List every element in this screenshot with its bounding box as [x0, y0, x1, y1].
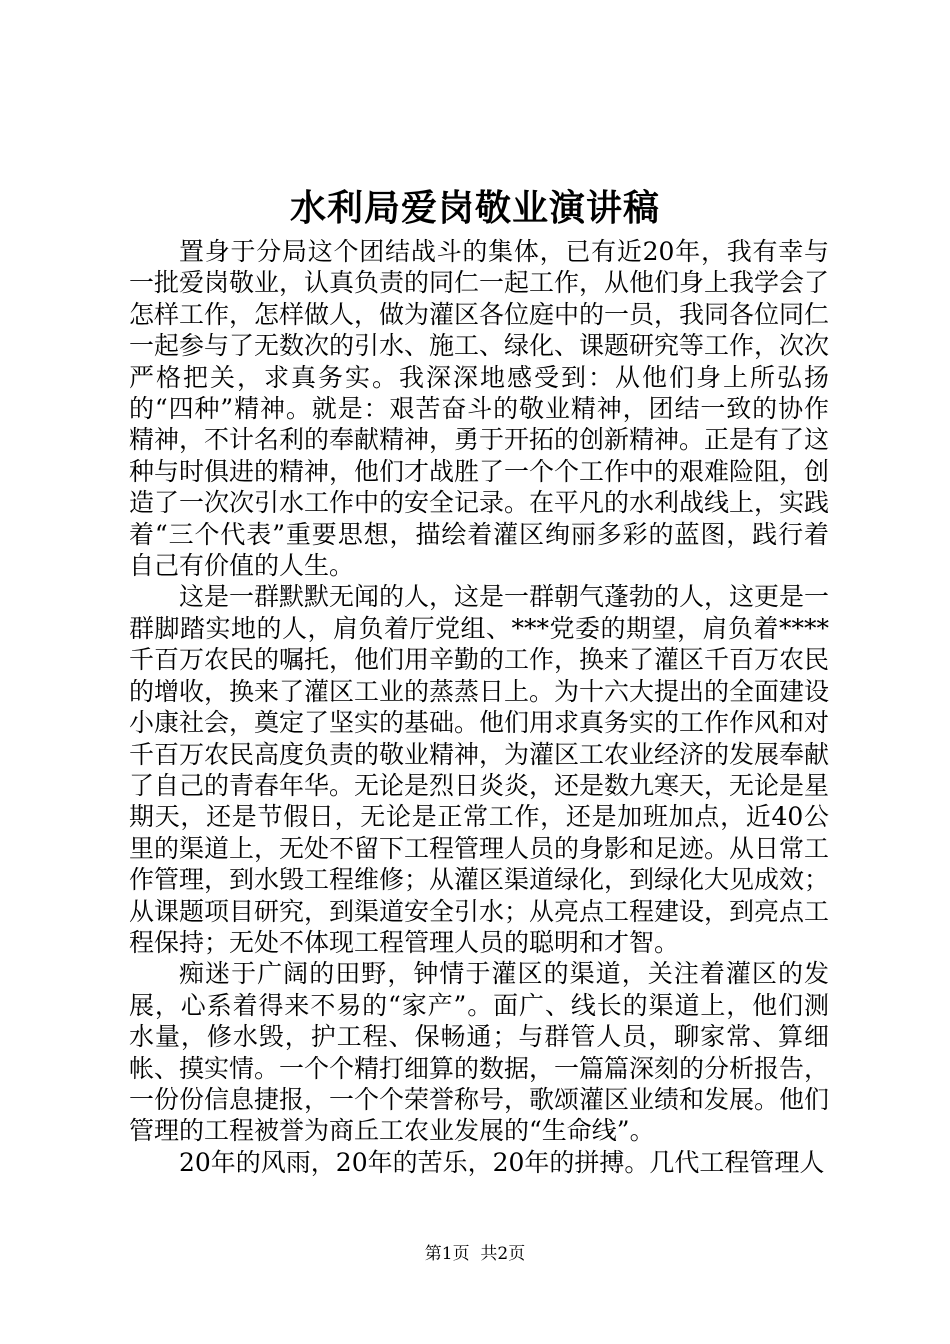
page-total: 共2页 [480, 1244, 526, 1264]
paragraph-3: 痴迷于广阔的田野，钟情于灌区的渠道，关注着灌区的发展，心系着得来不易的“家产”。面广、线长的渠道上，他们测水量，修水毁，护工程、保畅通；与群管人员，聊家常、算细帐、摸实情。一个个精打细算的数据，一篇篇深刻的分析报告，一份份信息捷报，一个个荣誉称号，歌颂灌区业绩和发展。他们管理的工程被誉为商丘工农业发展的“生命线”。 [129, 959, 830, 1146]
footer-spacer [470, 1244, 481, 1264]
document-title: 水利局爱岗敬业演讲稿 [289, 187, 660, 229]
paragraph-4: 20年的风雨，20年的苦乐，20年的拼搏。几代工程管理人 [179, 1147, 825, 1177]
page-number: 第1页 [424, 1244, 470, 1264]
page-footer [0, 1243, 950, 1265]
paragraph-1: 置身于分局这个团结战斗的集体，已有近20年，我有幸与一批爱岗敬业，认真负责的同仁一起工作，从他们身上我学会了怎样工作，怎样做人，做为灌区各位庭中的一员，我同各位同仁一起参与了无数次的引水、施工、绿化、课题研究等工作，次次严格把关，求真务实。我深深地感受到：从他们身上所弘扬的“四种”精神。就是：艰苦奋斗的敬业精神，团结一致的协作精神，不计名利的奉献精神，勇于开拓的创新精神。正是有了这种与时俱进的精神，他们才战胜了一个个工作中的艰难险阻，创造了一次次引水工作中的安全记录。在平凡的水利战线上，实践着“三个代表”重要思想，描绘着灌区绚丽多彩的蓝图，践行着自己有价值的人生。 [129, 237, 830, 581]
paragraph-2: 这是一群默默无闻的人，这是一群朝气蓬勃的人，这更是一群脚踏实地的人，肩负着厅党组、***党委的期望，肩负着****千百万农民的嘱托，他们用辛勤的工作，换来了灌区千百万农民的增收，换来了灌区工业的蒸蒸日上。为十六大提出的全面建设小康社会，奠定了坚实的基础。他们用求真务实的工作作风和对千百万农民高度负责的敬业精神，为灌区工农业经济的发展奉献了自己的青春年华。无论是烈日炎炎，还是数九寒天，无论是星期天，还是节假日，无论是正常工作，还是加班加点，近40公里的渠道上，无处不留下工程管理人员的身影和足迹。从日常工作管理，到水毁工程维修；从灌区渠道绿化，到绿化大见成效；从课题项目研究，到渠道安全引水；从亮点工程建设，到亮点工程保持；无处不体现工程管理人员的聪明和才智。 [129, 582, 830, 957]
document-body [129, 236, 829, 1178]
